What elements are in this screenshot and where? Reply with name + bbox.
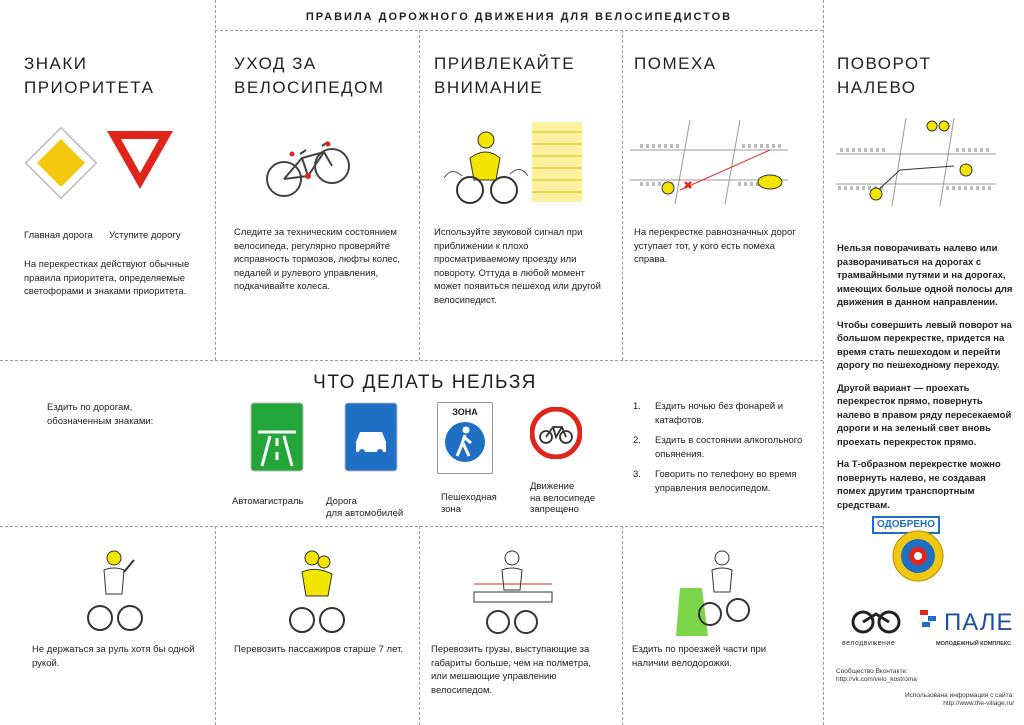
- section-title-forbidden: ЧТО ДЕЛАТЬ НЕЛЬЗЯ: [313, 372, 537, 393]
- velodvizhenie-logo-text: велодвижение: [842, 640, 896, 647]
- bike-lane-illustration: [672, 548, 752, 636]
- left-turn-paragraph: На Т-образном перекрестке можно повернуть налево, не создавая помех другим транспортным средствам.: [837, 459, 1001, 511]
- list-text: Ездить ночью без фонарей и катафотов.: [655, 401, 784, 426]
- approved-stamp: ОДОБРЕНО: [872, 516, 940, 534]
- sign-label: Автомагистраль: [232, 496, 304, 507]
- no-bicycles-sign-icon: [530, 407, 582, 459]
- section-title-priority-signs: ЗНАКИ ПРИОРИТЕТА: [24, 54, 155, 97]
- bottom-text: Перевозить пассажиров старше 7 лет.: [234, 644, 404, 655]
- divider: [419, 30, 420, 360]
- bicycle-illustration: [262, 124, 354, 202]
- obstacle-text: На перекрестке равнозначных дорог уступает тот, у кого есть помеха справа.: [634, 227, 796, 265]
- forbidden-list: [633, 400, 803, 502]
- forbidden-roads-text: Ездить по дорогам, обозначенным знаками:: [47, 402, 154, 427]
- priority-text: На перекрестках действуют обычные правила приоритета, определяемые светофорами и знаками приоритета.: [24, 259, 190, 297]
- pale-logo-text: ПАЛЕ: [944, 609, 1014, 636]
- intersection-illustration: [630, 120, 788, 204]
- traffic-police-emblem-icon: [892, 530, 944, 582]
- bottom-text: Не держаться за руль хотя бы одной рукой.: [32, 644, 195, 669]
- passenger-cyclist-illustration: [282, 548, 352, 636]
- divider: [823, 0, 824, 725]
- yield-sign-icon: [104, 127, 176, 193]
- divider: [215, 526, 216, 725]
- section-title-obstacle: ПОМЕХА: [634, 54, 717, 73]
- divider: [419, 526, 420, 725]
- left-turn-illustration: [836, 118, 996, 206]
- main-road-label: Главная дорога: [24, 230, 93, 241]
- cargo-cyclist-illustration: [470, 548, 556, 636]
- vk-link[interactable]: http://vk.com/velo_kostroma: [836, 676, 917, 683]
- one-hand-cyclist-illustration: [80, 548, 150, 636]
- bottom-text: Ездить по проезжей части при наличии велодорожки.: [632, 644, 767, 669]
- source-label: Использована информация с сайта:: [904, 692, 1014, 699]
- divider: [215, 30, 823, 31]
- sign-label: Дорога для автомобилей: [326, 496, 404, 519]
- list-text: Говорить по телефону во время управления велосипедом.: [655, 469, 797, 494]
- attention-text: Используйте звуковой сигнал при приближении к плохо просматриваемому проезду или повороту. Оттуда в любой момент может появиться пешеход или другой велосипедист.: [434, 227, 601, 306]
- divider: [0, 526, 823, 527]
- pedestrian-icon: [444, 421, 486, 463]
- divider: [215, 0, 216, 360]
- bike-care-text: Следите за техническим состоянием велосипеда, регулярно проверяйте исправность тормозов, люфты колес, педалей и рулевого управления, подкачивайте колеса.: [234, 227, 401, 292]
- pedestrian-zone-sign-text: ЗОНА: [452, 407, 478, 417]
- source-link[interactable]: http://www.the-village.ru/: [943, 700, 1014, 707]
- list-item: [633, 400, 803, 427]
- left-turn-text: [837, 242, 1015, 521]
- list-number: 2.: [633, 435, 641, 446]
- road-for-cars-sign-icon: [344, 402, 398, 472]
- list-item: [633, 434, 803, 461]
- pale-logo-subtitle: МОЛОДЕЖНЫЙ КОМПЛЕКС: [936, 641, 1012, 647]
- yield-label: Уступите дорогу: [109, 230, 181, 241]
- left-turn-paragraph: Чтобы совершить левый поворот на большом перекрестке, придется на время стать пешеходом и перейти дорогу по пешеходному переходу.: [837, 319, 1012, 371]
- left-turn-paragraph: Другой вариант — проехать перекресток прямо, повернуть налево в правом ряду пересекаемой дороги и на зеленый свет вновь проехать перекресток прямо.: [837, 382, 1012, 448]
- motorway-sign-icon: [250, 402, 304, 472]
- pedestrian-zone-sign-icon: [437, 402, 493, 474]
- left-turn-paragraph: Нельзя поворачивать налево или разворачиваться на дорогах с трамвайными путями и на дорогах, имеющих больше одной полосы для движения в данном направлении.: [837, 243, 1013, 308]
- vk-label: Сообщество Вконтакте:: [836, 668, 908, 675]
- section-title-left-turn: ПОВОРОТ НАЛЕВО: [837, 54, 932, 97]
- cyclist-bell-illustration: [440, 118, 586, 210]
- list-number: 3.: [633, 469, 641, 480]
- section-title-bike-care: УХОД ЗА ВЕЛОСИПЕДОМ: [234, 54, 385, 97]
- velodvizhenie-logo-icon: [850, 608, 902, 636]
- list-number: 1.: [633, 401, 641, 412]
- list-text: Ездить в состоянии алкогольного опьянения.: [655, 435, 803, 460]
- divider: [622, 526, 623, 725]
- sign-label: Пешеходная зона: [441, 492, 497, 515]
- bottom-text: Перевозить грузы, выступающие за габариты больше, чем на полметра, или мешающие управлению велосипедом.: [431, 644, 592, 696]
- divider: [0, 360, 823, 361]
- divider: [622, 30, 623, 360]
- list-item: [633, 468, 803, 495]
- pale-logo-icon: [918, 608, 942, 632]
- page-title: ПРАВИЛА ДОРОЖНОГО ДВИЖЕНИЯ ДЛЯ ВЕЛОСИПЕДИСТОВ: [305, 11, 733, 23]
- section-title-attention: ПРИВЛЕКАЙТЕ ВНИМАНИЕ: [434, 54, 576, 97]
- main-road-sign-icon: [22, 124, 100, 202]
- sign-label: Движение на велосипеде запрещено: [530, 481, 596, 515]
